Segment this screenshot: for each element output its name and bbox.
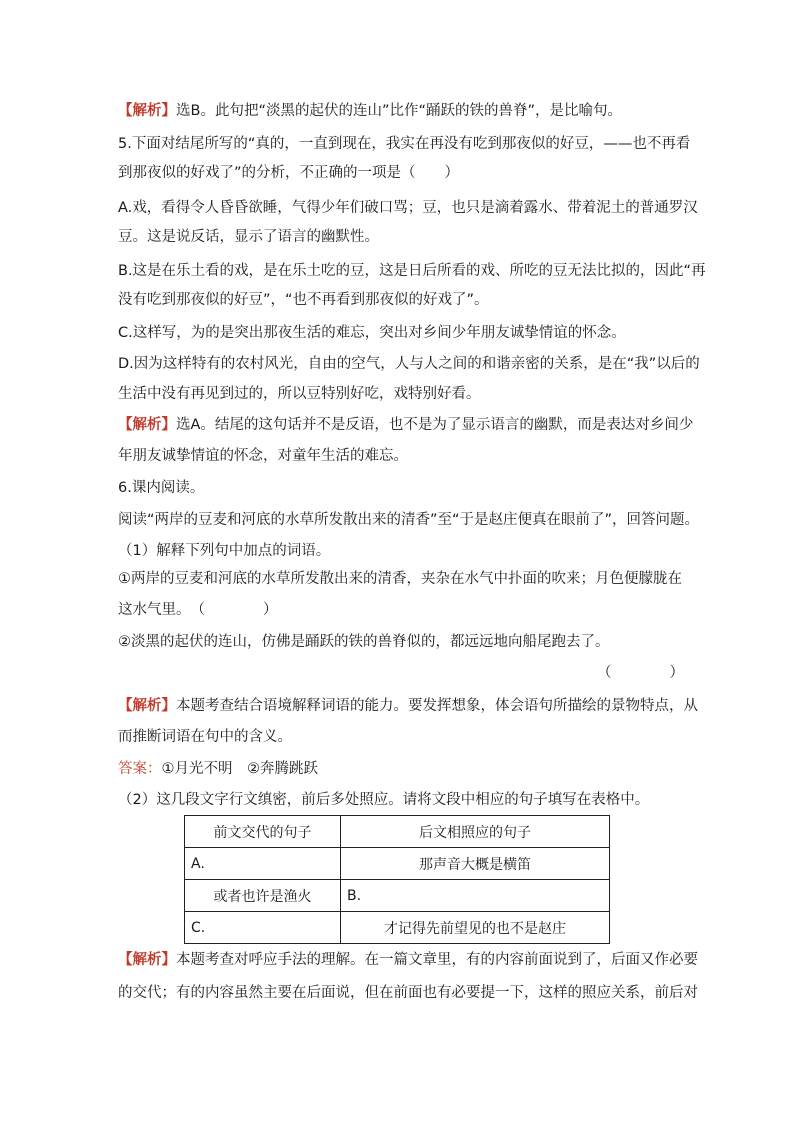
question-6-reading: 阅读“两岸的豆麦和河底的水草所发散出来的清香”至“于是赵庄便真在眼前了”，回答问题。 (118, 512, 700, 528)
table-cell: 或者也许是渔火 (185, 880, 341, 912)
analysis-tag: 【解析】 (118, 952, 176, 968)
answer-label: 答案： (118, 761, 162, 777)
question-6-title: 6.课内阅读。 (118, 480, 205, 496)
table-header-row (185, 816, 610, 848)
table-row (185, 848, 610, 880)
table-header-cell: 前文交代的句子 (185, 816, 341, 848)
question-5-line-2: 到那夜似的好戏了”的分析，不正确的一项是（ ） (118, 165, 460, 181)
analysis-7-line-2: 的交代；有的内容虽然主要在后面说，但在前面也有必要提一下，这样的照应关系，前后对 (118, 985, 698, 1001)
correspondence-table (184, 815, 610, 944)
analysis-line (118, 100, 622, 122)
analysis-7-text: 本题考查对呼应手法的理解。在一篇文章里，有的内容前面说到了，后面又作必要 (176, 952, 698, 968)
analysis-text: 选B。此句把“淡黑的起伏的连山”比作“踊跃的铁的兽脊”，是比喻句。 (176, 103, 622, 119)
option-c-line: C.这样写，为的是突出那夜生活的难忘，突出对乡间少年朋友诚挚情谊的怀念。 (118, 325, 626, 341)
analysis-tag: 【解析】 (118, 103, 176, 119)
analysis-5-line-2: 年朋友诚挚情谊的怀念，对童年生活的难忘。 (118, 448, 408, 464)
sentence-2: ②淡黑的起伏的连山，仿佛是踊跃的铁的兽脊似的，都远远地向船尾跑去了。 (118, 634, 610, 650)
question-5-line-1: 5.下面对结尾所写的“真的，一直到现在，我实在再没有吃到那夜似的好豆，——也不再看 (118, 136, 691, 152)
question-6-part-2: （2）这几段文字行文缜密，前后多处照应。请将文段中相应的句子填写在表格中。 (118, 792, 650, 808)
option-b-line-1: B.这是在乐土看的戏，是在乐土吃的豆，这是日后所看的戏、所吃的豆无法比拟的，因此“再 (118, 263, 706, 279)
option-b-line-2: 没有吃到那夜似的好豆”，“也不再看到那夜似的好戏了”。 (118, 292, 489, 308)
sentence-2-blank: （ ） (597, 665, 684, 681)
analysis-5-line-1 (118, 414, 693, 436)
table-cell: B. (341, 880, 610, 912)
table-cell: 才记得先前望见的也不是赵庄 (341, 912, 610, 944)
analysis-tag: 【解析】 (118, 417, 176, 433)
question-6-part-1: （1）解释下列句中加点的词语。 (118, 543, 331, 559)
analysis-6-text: 本题考查结合语境解释词语的能力。要发挥想象，体会语句所描绘的景物特点，从 (176, 698, 698, 714)
sentence-1-line-2: 这水气里。 （ ） (118, 602, 278, 618)
answer-text: ①月光不明 ②奔腾跳跃 (161, 761, 318, 777)
analysis-5-text: 选A。结尾的这句话并不是反语，也不是为了显示语言的幽默，而是表达对乡间少 (176, 417, 694, 433)
analysis-7-line-1 (118, 949, 698, 971)
table-row (185, 880, 610, 912)
analysis-6-line-1 (118, 695, 698, 717)
table-row (185, 912, 610, 944)
option-d-line-1: D.因为这样特有的农村风光，自由的空气，人与人之间的和谐亲密的关系，是在“我”以后的 (118, 356, 700, 372)
table-cell: 那声音大概是横笛 (341, 848, 610, 880)
answer-line (118, 758, 318, 780)
table-cell: A. (185, 848, 341, 880)
sentence-1-line-1: ①两岸的豆麦和河底的水草所发散出来的清香，夹杂在水气中扑面的吹来；月色便朦胧在 (118, 571, 682, 587)
analysis-6-line-2: 而推断词语在句中的含义。 (118, 729, 292, 745)
option-a-line-2: 豆。这是说反话，显示了语言的幽默性。 (118, 229, 379, 245)
option-d-line-2: 生活中没有再见到过的，所以豆特别好吃，戏特别好看。 (118, 386, 481, 402)
table-cell: C. (185, 912, 341, 944)
option-a-line-1: A.戏，看得令人昏昏欲睡，气得少年们破口骂；豆，也只是滴着露水、带着泥土的普通罗汉 (118, 200, 698, 216)
table-header-cell: 后文相照应的句子 (341, 816, 610, 848)
analysis-tag: 【解析】 (118, 698, 176, 714)
